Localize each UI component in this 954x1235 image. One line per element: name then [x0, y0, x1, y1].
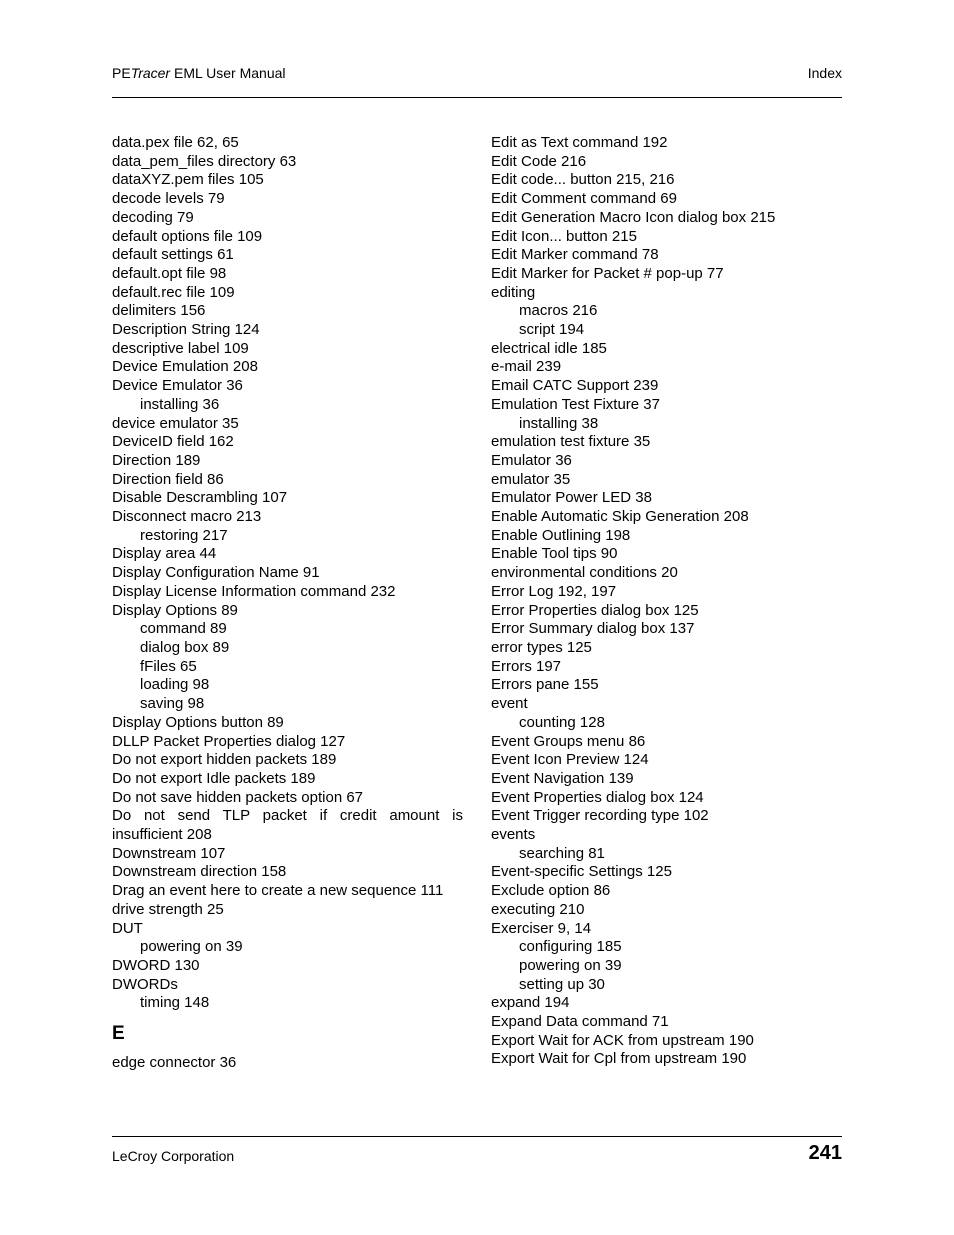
index-entry: Edit as Text command 192 [491, 134, 668, 151]
index-entry: Edit Icon... button 215 [491, 227, 637, 245]
index-entry: Edit Marker for Packet # pop-up 77 [491, 264, 724, 282]
manual-title-italic: Tracer [130, 65, 171, 81]
index-entry: data_pem_files directory 63 [112, 152, 297, 170]
index-entry: default.opt file 98 [112, 264, 227, 282]
page-header [112, 65, 842, 85]
index-entry: Event Trigger recording type 102 [491, 807, 709, 825]
index-entry: Event Icon Preview 124 [491, 751, 649, 769]
index-entry: Disconnect macro 213 [112, 508, 262, 526]
index-entry: Error Log 192, 197 [491, 582, 617, 600]
index-entry: DWORD 130 [112, 956, 200, 974]
index-entry: default options file 109 [112, 227, 263, 245]
index-entry: Device Emulation 208 [112, 358, 258, 376]
index-entry: executing 210 [491, 900, 585, 918]
footer-company: LeCroy Corporation [112, 1148, 235, 1164]
index-entry: Emulator 36 [491, 451, 572, 469]
index-subentry: counting 128 [519, 713, 605, 731]
index-entry: Enable Tool tips 90 [491, 545, 618, 563]
index-entry: editing [491, 283, 536, 301]
index-entry: Emulator Power LED 38 [491, 489, 652, 507]
index-subentry: script 194 [519, 321, 585, 339]
index-entry: error types 125 [491, 638, 592, 656]
index-entry: Direction field 86 [112, 470, 224, 488]
index-entry: default.rec file 109 [112, 283, 235, 301]
index-entry: Edit Generation Macro Icon dialog box 215 [491, 208, 776, 226]
index-entry: descriptive label 109 [112, 339, 249, 357]
index-subentry: dialog box 89 [140, 638, 230, 656]
index-entry: DeviceID field 162 [112, 433, 234, 451]
index-subentry: saving 98 [140, 695, 205, 713]
index-entry: Email CATC Support 239 [491, 377, 659, 395]
index-entry: Direction 189 [112, 451, 201, 469]
index-entry: Display area 44 [112, 545, 217, 563]
index-entry: DLLP Packet Properties dialog 127 [112, 732, 346, 750]
index-entry: Enable Automatic Skip Generation 208 [491, 508, 749, 526]
index-entry: Display License Information command 232 [112, 582, 396, 600]
index-subentry: timing 148 [140, 994, 210, 1012]
index-entry: Event Properties dialog box 124 [491, 788, 704, 806]
index-entry: default settings 61 [112, 246, 234, 264]
index-entry: Do not export hidden packets 189 [112, 751, 337, 769]
manual-title [112, 65, 286, 81]
index-entry: Errors pane 155 [491, 676, 599, 694]
index-subentry: macros 216 [519, 302, 598, 320]
index-entry: Event Navigation 139 [491, 769, 634, 787]
index-entry: electrical idle 185 [491, 339, 607, 357]
index-subentry: command 89 [140, 620, 227, 638]
index-entry: Drag an event here to create a new sequence 111 [112, 882, 444, 900]
index-entry: Error Properties dialog box 125 [491, 601, 699, 619]
index-entry: DUT [112, 919, 143, 937]
index-entry: Event-specific Settings 125 [491, 863, 672, 881]
index-subentry: loading 98 [140, 676, 210, 694]
index-entry: Emulation Test Fixture 37 [491, 395, 660, 413]
index-entry: Device Emulator 36 [112, 377, 243, 395]
index-column-left [112, 134, 463, 1073]
index-entry: Downstream direction 158 [112, 863, 287, 881]
index-entry: Display Configuration Name 91 [112, 564, 320, 582]
index-subentry: setting up 30 [519, 975, 605, 993]
index-subentry: installing 38 [519, 414, 599, 432]
index-entry: Edit Comment command 69 [491, 190, 677, 208]
index-entry: events [491, 826, 536, 844]
index-entry: environmental conditions 20 [491, 564, 678, 582]
index-entry: drive strength 25 [112, 900, 224, 918]
index-entry: Edit Marker command 78 [491, 246, 659, 264]
index-entry: device emulator 35 [112, 414, 239, 432]
manual-title-prefix: PE [112, 65, 131, 81]
index-entry: Do not send TLP packet if credit amount is insufficient 208 [112, 807, 463, 844]
index-entry: Do not export Idle packets 189 [112, 769, 316, 787]
index-section-letter: E [112, 1023, 125, 1045]
index-entry: Export Wait for ACK from upstream 190 [491, 1031, 754, 1049]
page-number: 241 [808, 1142, 842, 1164]
index-entry: DWORDs [112, 975, 178, 993]
index-subentry: configuring 185 [519, 938, 622, 956]
index-entry: Disable Descrambling 107 [112, 489, 288, 507]
manual-title-suffix: EML User Manual [170, 65, 286, 81]
index-subentry: fFiles 65 [140, 657, 197, 675]
index-subentry: powering on 39 [140, 938, 243, 956]
index-subentry: restoring 217 [140, 526, 228, 544]
index-subentry: searching 81 [519, 844, 605, 862]
index-entry: decoding 79 [112, 208, 194, 226]
index-entry: Error Summary dialog box 137 [491, 620, 695, 638]
index-column-right [491, 134, 842, 1069]
index-entry: emulation test fixture 35 [491, 433, 651, 451]
index-entry: edge connector 36 [112, 1054, 237, 1072]
index-entry: expand 194 [491, 994, 570, 1012]
index-entry: Export Wait for Cpl from upstream 190 [491, 1050, 747, 1068]
index-entry: decode levels 79 [112, 190, 225, 208]
footer-rule [112, 1136, 842, 1137]
index-entry: dataXYZ.pem files 105 [112, 171, 264, 189]
index-entry: Display Options 89 [112, 601, 238, 619]
section-name: Index [807, 65, 842, 81]
index-entry: Do not save hidden packets option 67 [112, 788, 364, 806]
index-subentry: installing 36 [140, 395, 220, 413]
index-entry: Errors 197 [491, 657, 562, 675]
index-entry: Description String 124 [112, 321, 260, 339]
index-entry: e-mail 239 [491, 358, 562, 376]
index-entry: delimiters 156 [112, 302, 206, 320]
index-entry: Downstream 107 [112, 844, 226, 862]
index-entry: Edit code... button 215, 216 [491, 171, 675, 189]
index-entry: Exerciser 9, 14 [491, 919, 592, 937]
index-entry: Expand Data command 71 [491, 1013, 669, 1031]
index-entry: emulator 35 [491, 470, 571, 488]
index-entry: Enable Outlining 198 [491, 526, 631, 544]
index-entry: data.pex file 62, 65 [112, 134, 239, 151]
header-rule [112, 97, 842, 98]
index-entry: Exclude option 86 [491, 882, 611, 900]
index-entry: event [491, 695, 528, 713]
index-entry: Display Options button 89 [112, 713, 284, 731]
index-entry: Edit Code 216 [491, 152, 587, 170]
index-entry: Event Groups menu 86 [491, 732, 646, 750]
index-subentry: powering on 39 [519, 956, 622, 974]
